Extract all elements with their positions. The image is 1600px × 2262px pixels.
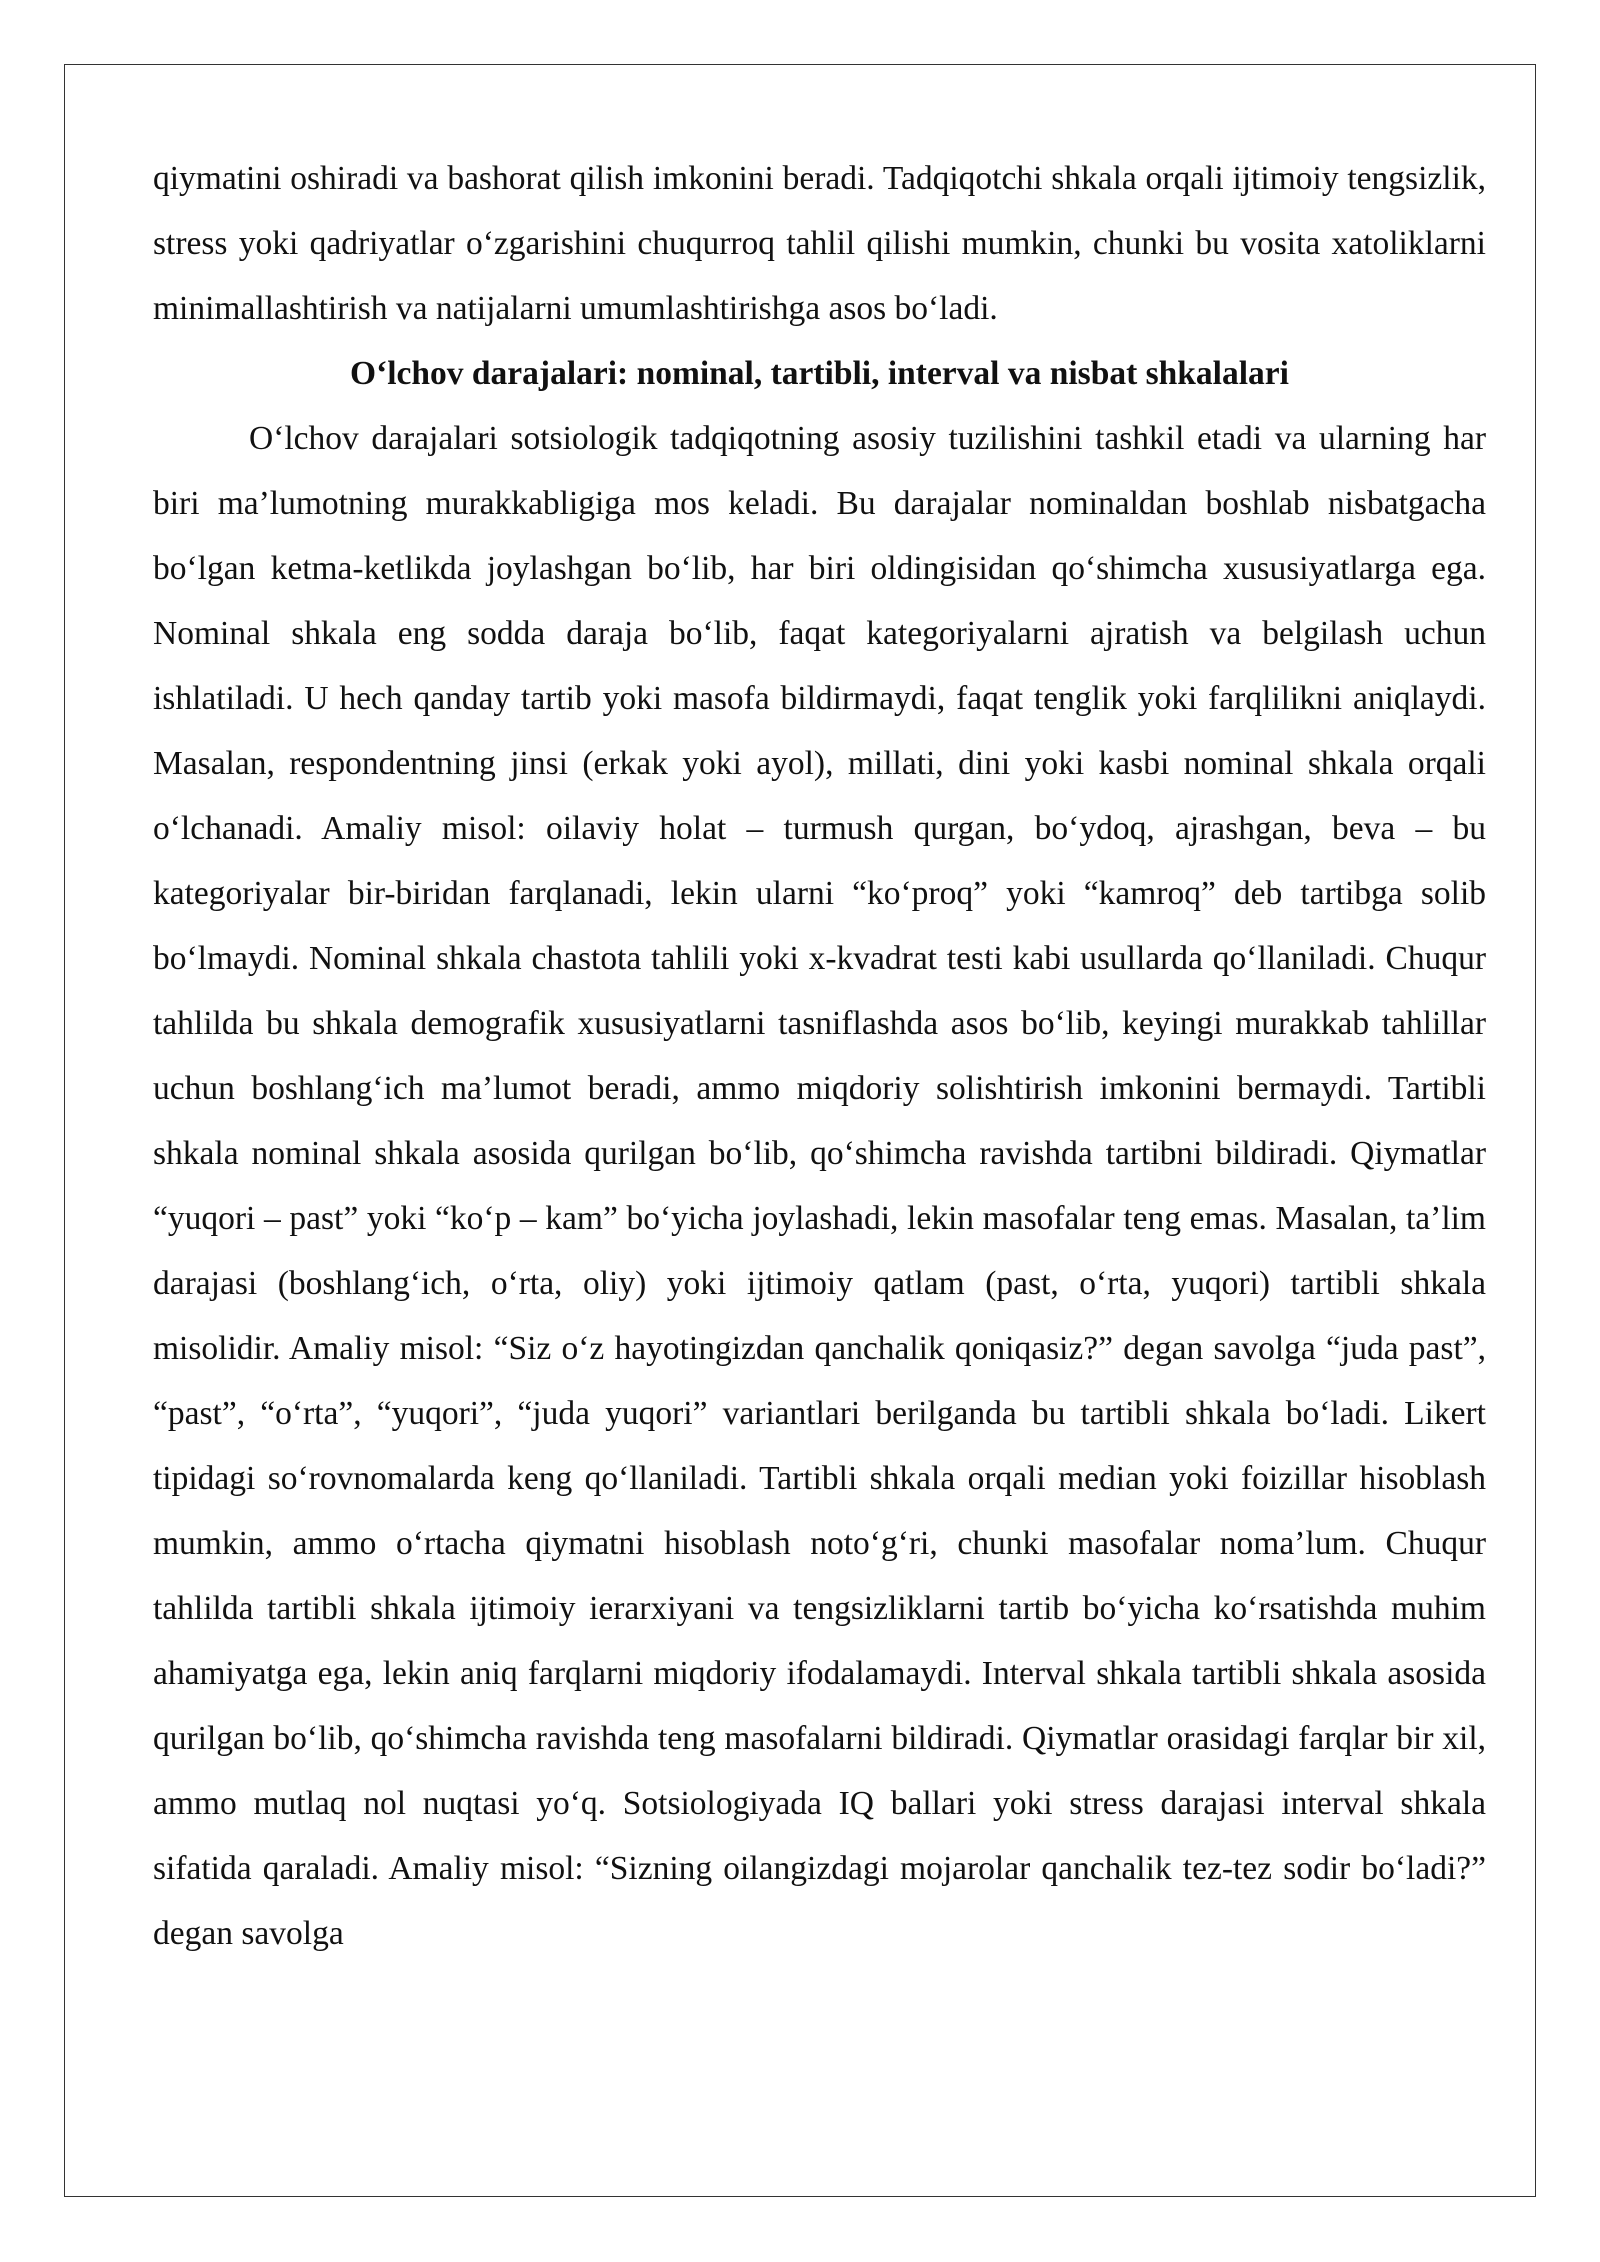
opening-paragraph: qiymatini oshiradi va bashorat qilish imkonini beradi. Tadqiqotchi shkala orqali ijtimoiy tengsizlik, stress yoki qadriyatlar o‘zgarishini chuqurroq tahlil qilishi mumkin, chunki bu vosita xatoliklarni minimallashtirish va natijalarni umumlashtirishga asos bo‘ladi. <box>153 160 1486 327</box>
section-heading: O‘lchov darajalari: nominal, tartibli, interval va nisbat shkalalari <box>350 355 1289 392</box>
document-body <box>153 146 1486 1966</box>
body-paragraph: O‘lchov darajalari sotsiologik tadqiqotning asosiy tuzilishini tashkil etadi va ularning har biri ma’lumotning murakkabligiga mos keladi. Bu darajalar nominaldan boshlab nisbatgacha bo‘lgan ketma-ketlikda joylashgan bo‘lib, har biri oldingisidan qo‘shimcha xususiyatlarga ega. Nominal shkala eng sodda daraja bo‘lib, faqat kategoriyalarni ajratish va belgilash uchun ishlatiladi. U hech qanday tartib yoki masofa bildirmaydi, faqat tenglik yoki farqlilikni aniqlaydi. Masalan, respondentning jinsi (erkak yoki ayol), millati, dini yoki kasbi nominal shkala orqali o‘lchanadi. Amaliy misol: oilaviy holat – turmush qurgan, bo‘ydoq, ajrashgan, beva – bu kategoriyalar bir-biridan farqlanadi, lekin ularni “ko‘proq” yoki “kamroq” deb tartibga solib bo‘lmaydi. Nominal shkala chastota tahlili yoki x-kvadrat testi kabi usullarda qo‘llaniladi. Chuqur tahlilda bu shkala demografik xususiyatlarni tasniflashda asos bo‘lib, keyingi murakkab tahlillar uchun boshlang‘ich ma’lumot beradi, ammo miqdoriy solishtirish imkonini bermaydi. Tartibli shkala nominal shkala asosida qurilgan bo‘lib, qo‘shimcha ravishda tartibni bildiradi. Qiymatlar “yuqori – past” yoki “ko‘p – kam” bo‘yicha joylashadi, lekin masofalar teng emas. Masalan, ta’lim darajasi (boshlang‘ich, o‘rta, oliy) yoki ijtimoiy qatlam (past, o‘rta, yuqori) tartibli shkala misolidir. Amaliy misol: “Siz o‘z hayotingizdan qanchalik qoniqasiz?” degan savolga “juda past”, “past”, “o‘rta”, “yuqori”, “juda yuqori” variantlari berilganda bu tartibli shkala bo‘ladi. Likert tipidagi so‘rovnomalarda keng qo‘llaniladi. Tartibli shkala orqali median yoki foizillar hisoblash mumkin, ammo o‘rtacha qiymatni hisoblash noto‘g‘ri, chunki masofalar noma’lum. Chuqur tahlilda tartibli shkala ijtimoiy ierarxiyani va tengsizliklarni tartib bo‘yicha ko‘rsatishda muhim ahamiyatga ega, lekin aniq farqlarni miqdoriy ifodalamaydi. Interval shkala tartibli shkala asosida qurilgan bo‘lib, qo‘shimcha ravishda teng masofalarni bildiradi. Qiymatlar orasidagi farqlar bir xil, ammo mutlaq nol nuqtasi yo‘q. Sotsiologiyada IQ ballari yoki stress darajasi interval shkala sifatida qaraladi. Amaliy misol: “Sizning oilangizdagi mojarolar qanchalik tez-tez sodir bo‘ladi?” degan savolga <box>153 420 1486 1952</box>
